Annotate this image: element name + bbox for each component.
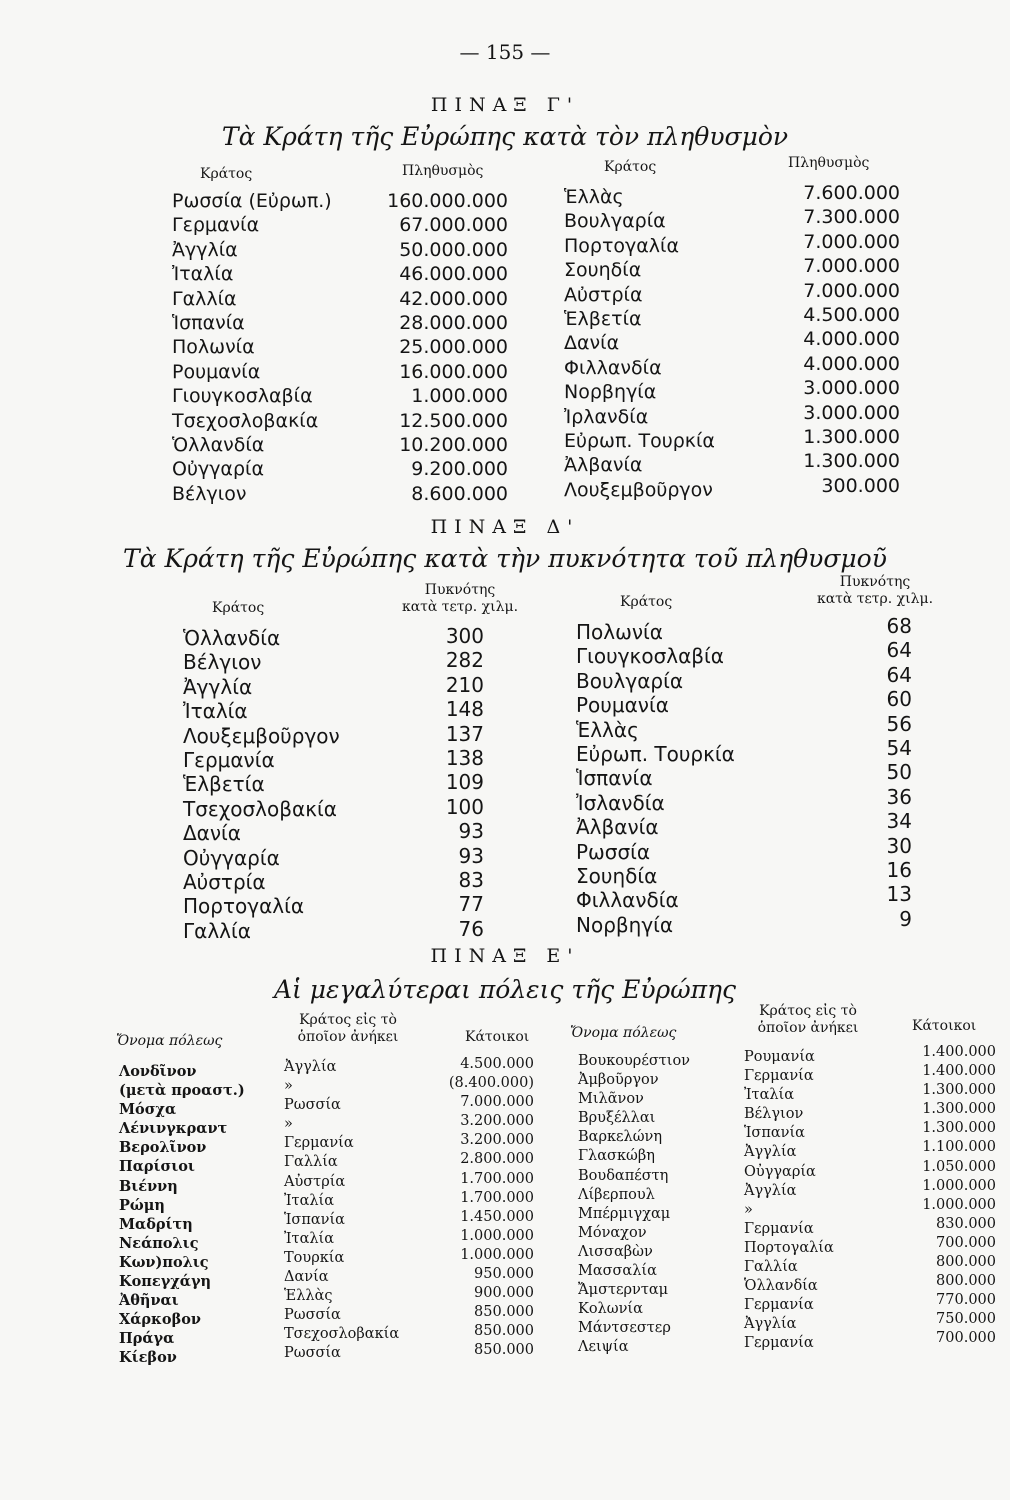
table-cell: 9.200.000 xyxy=(411,458,508,481)
table-cell: Μαδρίτη xyxy=(119,1215,193,1233)
table-cell: 800.000 xyxy=(936,1254,996,1271)
table-cell: Ἀθῆναι xyxy=(119,1292,179,1310)
table-cell: Μάντσεστερ xyxy=(578,1320,671,1337)
table-cell: Ἑλλὰς xyxy=(284,1288,333,1305)
table-cell: Βέλγιον xyxy=(744,1106,804,1123)
table-cell: 850.000 xyxy=(474,1342,534,1359)
table-cell: Ρώμη xyxy=(119,1196,165,1214)
table-cell: Γαλλία xyxy=(183,918,251,943)
table-cell: Ἰταλία xyxy=(172,263,234,286)
table-cell: 1.000.000 xyxy=(922,1196,996,1213)
table-cell: Ἀγγλία xyxy=(744,1144,797,1161)
table-cell: 12.500.000 xyxy=(399,409,508,432)
table-cell: 1.000.000 xyxy=(460,1227,534,1244)
table-cell: Λισσαβὼν xyxy=(578,1243,653,1260)
table-cell: 1.400.000 xyxy=(922,1044,996,1060)
table-cell: (μετὰ προαστ.) xyxy=(119,1082,245,1100)
table-cell: Νορβηγία xyxy=(576,912,674,937)
table-g-right-population-header: Πληθυσμὸς xyxy=(788,155,870,171)
density-header-line1: Πυκνότης xyxy=(424,582,496,598)
table-cell: Ἀγγλία xyxy=(183,674,253,699)
table-cell: 67.000.000 xyxy=(399,214,508,237)
table-g-right-states xyxy=(564,185,715,502)
table-cell: 1.000.000 xyxy=(460,1246,534,1263)
table-cell: Ἱσπανία xyxy=(744,1125,805,1142)
table-e-right-city-header: Ὄνομα πόλεως xyxy=(570,1025,677,1041)
table-cell: 50.000.000 xyxy=(399,238,508,261)
table-cell: Ἀλβανία xyxy=(576,815,659,840)
table-cell: Βουδαπέστη xyxy=(578,1167,669,1184)
table-cell: Ρουμανία xyxy=(744,1049,815,1065)
table-cell: Λουξεμβοῦργον xyxy=(183,723,340,748)
table-cell: Πολωνία xyxy=(172,336,255,359)
table-d-label: ΠΙΝΑΞ Δ' xyxy=(430,516,580,538)
table-d-left-density-header xyxy=(385,582,535,616)
table-cell: 900.000 xyxy=(474,1285,534,1302)
table-cell: 3.000.000 xyxy=(803,377,900,400)
state-header-line1: Κράτος εἰς τὸ xyxy=(759,1003,857,1019)
table-cell: Γιουγκοσλαβία xyxy=(576,644,724,669)
table-cell: Μασσαλία xyxy=(578,1263,657,1280)
table-cell: 1.100.000 xyxy=(922,1139,996,1156)
table-cell: 1.000.000 xyxy=(411,385,508,408)
table-cell: 148 xyxy=(445,697,484,722)
table-cell: 25.000.000 xyxy=(399,336,508,359)
table-e-left-state-header xyxy=(278,1012,418,1046)
table-cell: 56 xyxy=(886,711,912,736)
table-cell: 50 xyxy=(886,760,912,785)
table-cell: Γλασκώβη xyxy=(578,1148,655,1165)
table-e-title: Αἱ μεγαλύτεραι πόλεις τῆς Εὐρώπης xyxy=(273,975,737,1004)
table-cell: 109 xyxy=(445,770,484,795)
table-e-left-inhabitants xyxy=(420,1055,534,1361)
table-cell: 83 xyxy=(458,868,484,893)
table-cell: Κων)πολις xyxy=(119,1253,209,1271)
table-cell: 282 xyxy=(445,648,484,673)
table-cell: 10.200.000 xyxy=(399,434,508,457)
table-cell: Γερμανία xyxy=(183,748,275,773)
table-cell: Ρωσσία xyxy=(284,1345,341,1362)
table-g-title: Τὰ Κράτη τῆς Εὐρώπης κατὰ τὸν πληθυσμὸν xyxy=(221,122,789,151)
table-cell: Γαλλία xyxy=(172,287,237,310)
table-cell: Λένινγκραντ xyxy=(119,1120,228,1138)
table-cell: 46.000.000 xyxy=(399,263,508,286)
table-g-label: ΠΙΝΑΞ Γ' xyxy=(430,94,580,116)
table-cell: Εὐρωπ. Τουρκία xyxy=(564,430,715,453)
table-g-left-states xyxy=(172,189,332,506)
table-cell: 7.600.000 xyxy=(803,182,900,204)
table-cell: 1.300.000 xyxy=(803,450,900,473)
table-e-right-state-header xyxy=(738,1003,878,1037)
table-cell: Ἑλλὰς xyxy=(576,717,639,742)
table-cell: Γαλλία xyxy=(284,1154,338,1171)
table-cell: 700.000 xyxy=(936,1330,996,1347)
table-cell: Σουηδία xyxy=(576,864,658,889)
page-number: — 155 — xyxy=(459,40,551,64)
table-cell: 300 xyxy=(445,624,484,648)
table-cell: Παρίσιοι xyxy=(119,1158,195,1176)
table-cell: Βιέννη xyxy=(119,1177,178,1195)
table-e-left-cities xyxy=(119,1062,245,1368)
table-cell: 800.000 xyxy=(936,1273,996,1290)
table-cell: 8.600.000 xyxy=(411,482,508,505)
table-cell: Ρωσσία xyxy=(284,1307,341,1324)
table-cell: Ἀλβανία xyxy=(564,454,643,477)
table-d-left-state-header: Κράτος xyxy=(212,600,265,616)
table-cell: Ἀγγλία xyxy=(744,1182,797,1199)
table-cell: Λίβερπουλ xyxy=(578,1186,655,1203)
table-e-right-cities xyxy=(578,1052,690,1358)
table-cell: Γιουγκοσλαβία xyxy=(172,385,313,408)
table-cell: 36 xyxy=(886,784,912,809)
table-cell: Εὐρωπ. Τουρκία xyxy=(576,742,735,767)
table-cell: Κίεβον xyxy=(119,1349,177,1367)
table-cell: Νορβηγία xyxy=(564,381,657,404)
table-cell: Βουλγαρία xyxy=(564,210,666,233)
table-e-right-inhabitants xyxy=(890,1043,996,1349)
table-d-right-values xyxy=(860,614,912,931)
table-cell: 28.000.000 xyxy=(399,312,508,335)
density-header-line2: κατὰ τετρ. χιλμ. xyxy=(401,599,519,615)
table-cell: 770.000 xyxy=(936,1292,996,1309)
table-cell: 137 xyxy=(445,721,484,746)
state-header-line2: ὁποῖον ἀνήκει xyxy=(297,1029,399,1045)
table-cell: 4.000.000 xyxy=(803,328,900,351)
table-cell: Ἰταλία xyxy=(744,1087,795,1104)
table-e-right-inhabitants-header: Κάτοικοι xyxy=(912,1018,977,1034)
table-cell: Ὁλλανδία xyxy=(744,1278,818,1295)
table-d-right-state-header: Κράτος xyxy=(620,594,673,610)
table-cell: 64 xyxy=(886,662,912,687)
table-cell: (8.400.000) xyxy=(448,1075,534,1092)
table-cell: Ἰρλανδία xyxy=(564,405,649,428)
table-cell: Ρουμανία xyxy=(172,360,261,383)
table-cell: Ἱσπανία xyxy=(284,1211,345,1228)
table-cell: 1.700.000 xyxy=(460,1189,534,1206)
table-cell: Βερολῖνον xyxy=(119,1139,207,1157)
table-cell: Ἀγγλία xyxy=(744,1316,797,1333)
table-cell: Πολωνία xyxy=(576,620,663,644)
table-cell: Ρουμανία xyxy=(576,693,669,718)
table-cell: Ἰσλανδία xyxy=(576,790,665,815)
table-cell: 34 xyxy=(886,809,912,834)
table-cell: 700.000 xyxy=(936,1234,996,1251)
table-g-right-state-header: Κράτος xyxy=(604,159,657,175)
table-cell: Ὁλλανδία xyxy=(183,626,281,650)
table-cell: » xyxy=(744,1201,753,1218)
table-e-right-states xyxy=(744,1048,834,1354)
table-cell: » xyxy=(284,1078,293,1095)
table-cell: 300.000 xyxy=(821,474,900,497)
table-cell: 138 xyxy=(445,746,484,771)
table-cell: Μιλᾶνον xyxy=(578,1091,644,1108)
table-cell: 1.300.000 xyxy=(922,1082,996,1099)
table-cell: 30 xyxy=(886,833,912,858)
table-cell: Ἑλβετία xyxy=(183,772,265,797)
table-cell: 2.800.000 xyxy=(460,1151,534,1168)
table-cell: 4.500.000 xyxy=(803,304,900,327)
table-cell: Βουκουρέστιον xyxy=(578,1053,690,1069)
table-cell: 1.300.000 xyxy=(922,1120,996,1137)
table-cell: Οὐγγαρία xyxy=(172,458,264,481)
table-cell: 1.450.000 xyxy=(460,1208,534,1225)
table-cell: Γερμανία xyxy=(284,1135,354,1152)
table-cell: Ρωσσία xyxy=(284,1097,341,1114)
table-cell: 68 xyxy=(886,614,912,638)
table-g-left-state-header: Κράτος xyxy=(200,166,253,182)
density-header-line1: Πυκνότης xyxy=(839,574,911,590)
table-cell: 16.000.000 xyxy=(399,360,508,383)
table-cell: Τσεχοσλοβακία xyxy=(284,1326,400,1343)
table-cell: 60 xyxy=(886,687,912,712)
table-cell: 3.200.000 xyxy=(460,1132,534,1149)
table-cell: Ἱσπανία xyxy=(172,312,245,335)
table-cell: Βρυξέλλαι xyxy=(578,1110,656,1127)
table-cell: Πορτογαλία xyxy=(564,234,680,257)
table-cell: Νεάπολις xyxy=(119,1234,199,1252)
table-cell: Μόναχον xyxy=(578,1224,647,1241)
table-cell: Λειψία xyxy=(578,1339,629,1356)
table-cell: 7.300.000 xyxy=(803,206,900,229)
table-cell: » xyxy=(284,1116,293,1133)
table-cell: 750.000 xyxy=(936,1311,996,1328)
table-cell: Οὐγγαρία xyxy=(183,845,280,870)
state-header-line1: Κράτος εἰς τὸ xyxy=(299,1012,397,1028)
table-cell: 1.300.000 xyxy=(922,1101,996,1118)
table-cell: 7.000.000 xyxy=(803,230,900,253)
table-cell: Χάρκοβον xyxy=(119,1311,201,1329)
table-cell: Τουρκία xyxy=(284,1249,345,1266)
table-cell: Μόσχα xyxy=(119,1101,177,1119)
table-cell: Γερμανία xyxy=(744,1335,814,1352)
table-cell: Κολωνία xyxy=(578,1301,643,1318)
table-cell: Ἰταλία xyxy=(284,1230,335,1247)
table-cell: Αὐστρία xyxy=(284,1173,346,1190)
table-cell: Αὐστρία xyxy=(183,870,266,895)
table-e-left-inhabitants-header: Κάτοικοι xyxy=(465,1029,530,1045)
table-d-left-states xyxy=(183,626,340,943)
table-cell: Φιλλανδία xyxy=(576,888,679,913)
table-cell: 850.000 xyxy=(474,1304,534,1321)
table-cell: 13 xyxy=(886,882,912,907)
table-g-left-values xyxy=(380,189,508,506)
table-cell: Ἀμβοῦργον xyxy=(578,1072,659,1089)
table-cell: Λονδῖνον xyxy=(119,1063,197,1080)
table-cell: 830.000 xyxy=(936,1215,996,1232)
table-cell: 1.000.000 xyxy=(922,1177,996,1194)
table-cell: 4.000.000 xyxy=(803,352,900,375)
table-cell: Ἑλλὰς xyxy=(564,186,624,208)
table-e-label: ΠΙΝΑΞ Ε' xyxy=(430,945,580,967)
table-cell: 210 xyxy=(445,672,484,697)
table-cell: Ὁλλανδία xyxy=(172,434,265,457)
table-cell: Ἀγγλία xyxy=(172,238,238,261)
table-cell: Ἰταλία xyxy=(183,699,248,724)
table-cell: Ἰταλία xyxy=(284,1192,335,1209)
table-cell: Φιλλανδία xyxy=(564,356,662,379)
table-cell: 1.050.000 xyxy=(922,1158,996,1175)
table-cell: Βέλγιον xyxy=(172,482,247,505)
table-cell: Μπέρμιγχαμ xyxy=(578,1205,671,1222)
table-cell: 1.700.000 xyxy=(460,1170,534,1187)
table-cell: Οὐγγαρία xyxy=(744,1163,816,1180)
table-d-right-density-header xyxy=(800,574,950,608)
table-cell: 3.000.000 xyxy=(803,401,900,424)
table-d-left-values xyxy=(420,624,484,941)
table-cell: 93 xyxy=(458,843,484,868)
table-cell: Ἄμστερνταμ xyxy=(578,1282,669,1299)
table-cell: Γερμανία xyxy=(744,1297,814,1314)
table-d-right-states xyxy=(576,620,735,937)
table-cell: Ρωσσία (Εὐρωπ.) xyxy=(172,190,332,212)
table-cell: 7.000.000 xyxy=(460,1094,534,1111)
table-cell: 850.000 xyxy=(474,1323,534,1340)
table-cell: Τσεχοσλοβακία xyxy=(183,796,337,821)
table-cell: 950.000 xyxy=(474,1266,534,1283)
table-e-left-city-header: Ὄνομα πόλεως xyxy=(116,1033,223,1049)
table-cell: 160.000.000 xyxy=(387,190,508,212)
table-cell: 7.000.000 xyxy=(803,279,900,302)
table-cell: 76 xyxy=(458,916,484,941)
table-cell: 4.500.000 xyxy=(460,1056,534,1072)
table-cell: 9 xyxy=(899,906,912,931)
table-cell: 7.000.000 xyxy=(803,255,900,278)
table-cell: Λουξεμβοῦργον xyxy=(564,478,713,501)
table-g-right-values xyxy=(778,181,900,498)
table-cell: 1.300.000 xyxy=(803,426,900,449)
table-cell: 100 xyxy=(445,794,484,819)
table-cell: Αὐστρία xyxy=(564,283,643,306)
table-cell: Πορτογαλία xyxy=(744,1239,834,1256)
table-cell: 3.200.000 xyxy=(460,1113,534,1130)
table-cell: 16 xyxy=(886,858,912,883)
table-cell: 54 xyxy=(886,736,912,761)
table-cell: 93 xyxy=(458,819,484,844)
table-cell: Δανία xyxy=(284,1269,329,1286)
table-cell: Γερμανία xyxy=(744,1220,814,1237)
table-cell: Βέλγιον xyxy=(183,650,262,675)
table-cell: Κοπεγχάγη xyxy=(119,1273,212,1291)
table-cell: Ἑλβετία xyxy=(564,308,642,331)
table-cell: Ἱσπανία xyxy=(576,766,653,791)
table-cell: Πορτογαλία xyxy=(183,894,305,919)
table-cell: Γερμανία xyxy=(744,1068,814,1085)
table-g-left-population-header: Πληθυσμὸς xyxy=(402,163,484,179)
table-cell: Ρωσσία xyxy=(576,839,651,864)
table-cell: Γαλλία xyxy=(744,1259,798,1276)
density-header-line2: κατὰ τετρ. χιλμ. xyxy=(816,591,934,607)
table-e-left-states xyxy=(284,1058,399,1364)
table-cell: Δανία xyxy=(183,821,241,846)
table-cell: Βουλγαρία xyxy=(576,668,684,693)
table-cell: 42.000.000 xyxy=(399,287,508,310)
table-cell: Πράγα xyxy=(119,1330,175,1348)
table-cell: Ἀγγλία xyxy=(284,1059,337,1075)
table-cell: Δανία xyxy=(564,332,620,355)
table-cell: 1.400.000 xyxy=(922,1063,996,1080)
table-d-title: Τὰ Κράτη τῆς Εὐρώπης κατὰ τὴν πυκνότητα τοῦ πληθυσμοῦ xyxy=(123,544,887,573)
table-cell: 77 xyxy=(458,892,484,917)
table-cell: 64 xyxy=(886,638,912,663)
state-header-line2: ὁποῖον ἀνήκει xyxy=(757,1020,859,1036)
table-cell: Βαρκελώνη xyxy=(578,1129,663,1146)
table-cell: Σουηδία xyxy=(564,259,642,282)
table-cell: Τσεχοσλοβακία xyxy=(172,409,319,432)
table-cell: Γερμανία xyxy=(172,214,260,237)
